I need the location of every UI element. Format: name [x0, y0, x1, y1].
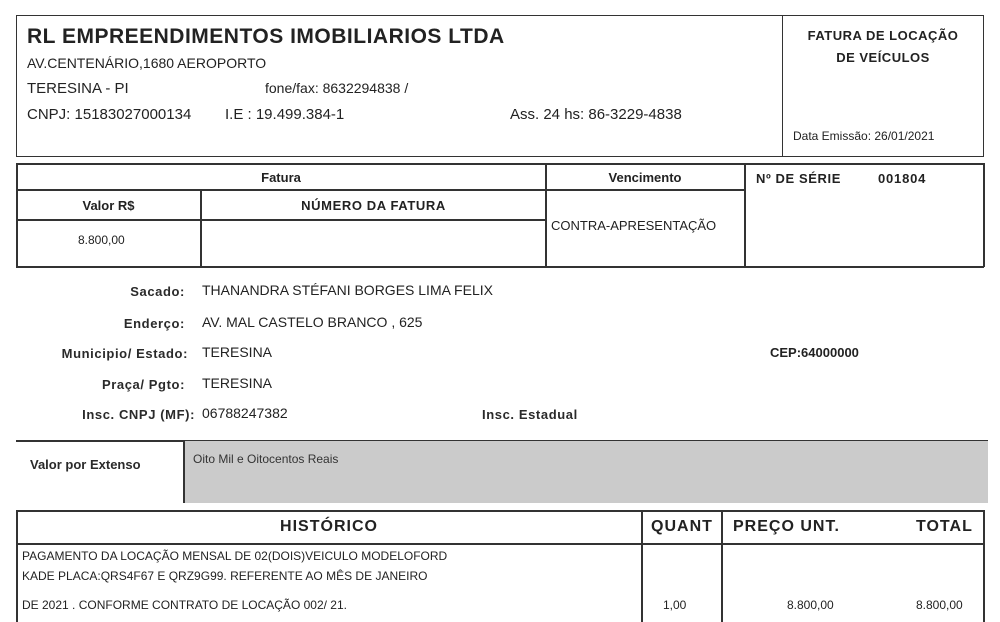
company-phone: fone/fax: 8632294838 / [265, 80, 409, 96]
fatura-right-border [983, 163, 985, 267]
document-title-line1: FATURA DE LOCAÇÃO [807, 28, 959, 43]
endereco-label: Enderço: [123, 316, 185, 331]
endereco-value: AV. MAL CASTELO BRANCO , 625 [202, 314, 423, 330]
valor-header: Valor R$ [82, 198, 135, 213]
company-name: RL EMPREENDIMENTOS IMOBILIARIOS LTDA [27, 25, 505, 48]
quant-header: QUANT [651, 518, 713, 535]
valor-amount: 8.800,00 [78, 233, 125, 247]
fatura-divider-h2 [16, 219, 546, 221]
historico-line-1: PAGAMENTO DA LOCAÇÃO MENSAL DE 02(DOIS)VEICULO MODELOFORD [22, 549, 448, 563]
inscricao-estadual-label: Insc. Estadual [482, 407, 578, 422]
sacado-name: THANANDRA STÉFANI BORGES LIMA FELIX [202, 282, 493, 298]
cnpj-value: 06788247382 [202, 405, 288, 421]
quant-value: 1,00 [663, 598, 687, 612]
company-address: AV.CENTENÁRIO,1680 AEROPORTO [27, 55, 267, 71]
municipio-value: TERESINA [202, 344, 273, 360]
extenso-value-box [183, 441, 988, 503]
serie-label: Nº DE SÉRIE [756, 171, 842, 186]
praca-label: Praça/ Pgto: [101, 377, 185, 392]
document-title-line2: DE VEÍCULOS [836, 50, 930, 65]
company-cnpj: CNPJ: 15183027000134 [27, 106, 192, 123]
historico-right-border [983, 510, 985, 622]
cnpj-label: Insc. CNPJ (MF): [82, 407, 195, 422]
praca-value: TERESINA [202, 375, 273, 391]
numero-fatura-header: NÚMERO DA FATURA [301, 198, 446, 213]
fatura-top-border [16, 163, 984, 165]
preco-unit-value: 8.800,00 [787, 598, 834, 612]
serie-number: 001804 [878, 171, 927, 186]
cep-value: CEP:64000000 [770, 345, 859, 360]
extenso-value: Oito Mil e Oitocentos Reais [193, 452, 339, 466]
company-city: TERESINA - PI [27, 80, 129, 97]
historico-header: HISTÓRICO [280, 518, 378, 535]
vencimento-value: CONTRA-APRESENTAÇÃO [551, 218, 717, 233]
sacado-label: Sacado: [130, 284, 185, 299]
historico-header-divider [16, 543, 984, 545]
emission-date: Data Emissão: 26/01/2021 [793, 129, 935, 143]
municipio-label: Municipio/ Estado: [61, 346, 188, 361]
historico-top-border [16, 510, 984, 512]
total-value: 8.800,00 [916, 598, 963, 612]
extenso-divider [183, 441, 185, 503]
historico-line-3: DE 2021 . CONFORME CONTRATO DE LOCAÇÃO 002/ 21. [22, 598, 347, 612]
support-phone: Ass. 24 hs: 86-3229-4838 [510, 106, 682, 123]
total-header: TOTAL [916, 518, 973, 535]
company-ie: I.E : 19.499.384-1 [225, 106, 345, 123]
fatura-divider-v2 [744, 163, 746, 267]
extenso-label: Valor por Extenso [30, 457, 141, 472]
historico-line-2: KADE PLACA:QRS4F67 E QRZ9G99. REFERENTE AO MÊS DE JANEIRO [22, 569, 428, 583]
vencimento-header: Vencimento [608, 170, 682, 185]
fatura-section-label: Fatura [261, 170, 301, 185]
fatura-divider-h1 [16, 189, 746, 191]
fatura-bottom-border [16, 266, 984, 268]
preco-unit-header: PREÇO UNT. [733, 518, 840, 535]
